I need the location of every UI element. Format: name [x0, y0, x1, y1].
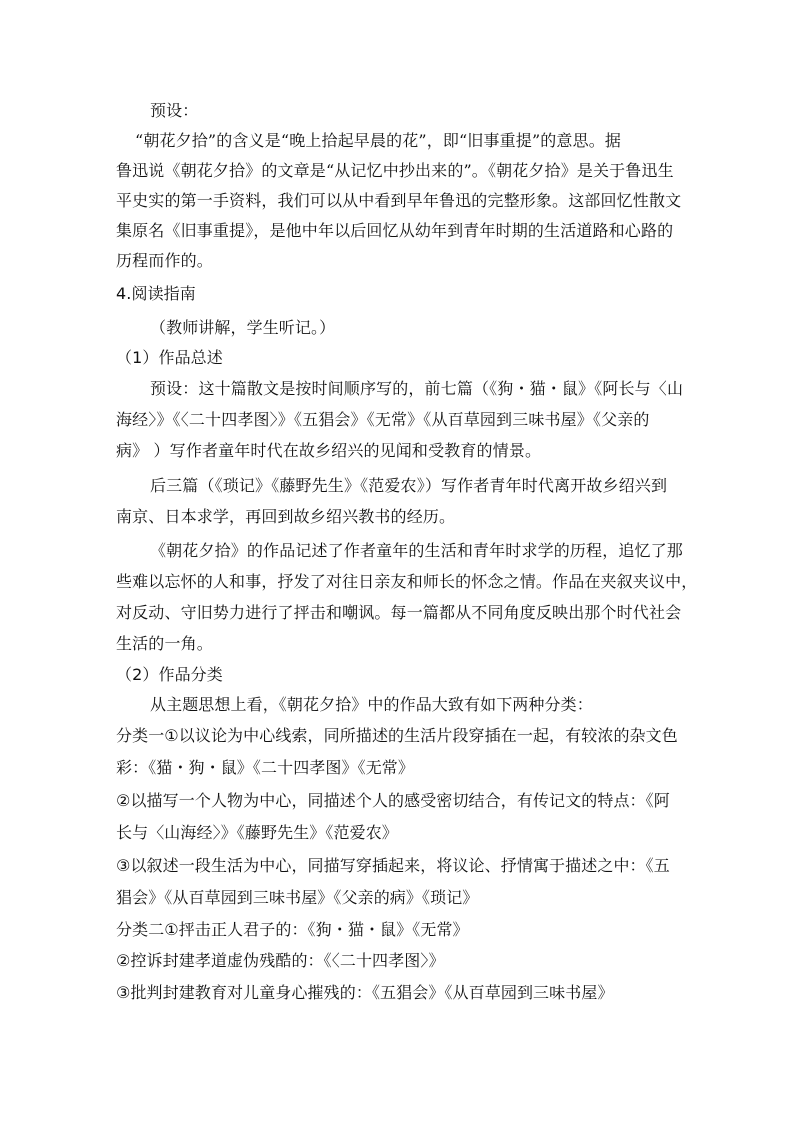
- preset-label: 预设：: [150, 101, 199, 120]
- subsection-heading: （1）作品总述: [116, 348, 223, 367]
- section-heading: 4.阅读指南: [116, 284, 196, 303]
- paragraph-line: 预设：这十篇散文是按时间顺序写的，前七篇（《狗・猫・鼠》《阿长与〈山: [150, 379, 684, 398]
- classification-line: 彩：《猫・狗・鼠》《二十四孝图》《无常》: [116, 758, 415, 777]
- paragraph-line: 生活的一角。: [116, 634, 213, 653]
- paragraph-line: 海经〉》《〈二十四孝图〉》《五猖会》《无常》《从百草园到三味书屋》《父亲的: [116, 410, 650, 429]
- classification-line: 分类一①以议论为中心线索，同所描述的生活片段穿插在一起，有较浓的杂文色: [116, 726, 678, 745]
- paragraph-line: “朝花夕拾”的含义是“晚上拾起早晨的花”，即“旧事重提”的意思。据: [135, 131, 622, 150]
- classification-line: ③以叙述一段生活为中心，同描写穿插起来，将议论、抒情寓于描述之中：《五: [116, 856, 670, 875]
- paragraph-line: 后三篇（《琐记》《藤野先生》《范爱农》）写作者青年时代离开故乡绍兴到: [150, 476, 668, 495]
- instruction-note: （教师讲解，学生听记。）: [150, 318, 336, 337]
- paragraph-line: 病》 ）写作者童年时代在故乡绍兴的见闻和受教育的情景。: [116, 441, 542, 460]
- paragraph-line: 些难以忘怀的人和事，抒发了对往日亲友和师长的怀念之情。作品在夹叙夹议中，: [116, 572, 698, 591]
- classification-line: ②控诉封建孝道虚伪残酷的：《〈二十四孝图〉》: [116, 951, 445, 970]
- paragraph-line: 对反动、守旧势力进行了抨击和嘲讽。每一篇都从不同角度反映出那个时代社会: [116, 603, 682, 622]
- paragraph-line: 平史实的第一手资料，我们可以从中看到早年鲁迅的完整形象。这部回忆性散文: [116, 191, 682, 210]
- paragraph-line: 从主题思想上看，《朝花夕拾》中的作品大致有如下两种分类：: [150, 695, 593, 714]
- paragraph-line: 集原名《旧事重提》，是他中年以后回忆从幼年到青年时期的生活道路和心路的: [116, 221, 674, 240]
- paragraph-line: 南京、日本求学，再回到故乡绍兴教书的经历。: [116, 507, 456, 526]
- paragraph-line: 鲁迅说《朝花夕拾》的文章是“从记忆中抄出来的”。《朝花夕拾》是关于鲁迅生: [116, 161, 674, 180]
- classification-line: 猖会》《从百草园到三味书屋》《父亲的病》《琐记》: [116, 888, 479, 907]
- classification-line: 分类二①抨击正人君子的：《狗・猫・鼠》《无常》: [116, 920, 469, 939]
- classification-line: 长与〈山海经〉》《藤野先生》《范爱农》: [116, 823, 398, 842]
- classification-line: ②以描写一个人物为中心，同描述个人的感受密切结合，有传记文的特点：《阿: [116, 791, 670, 810]
- paragraph-line: 《朝花夕拾》的作品记述了作者童年的生活和青年时求学的历程，追忆了那: [150, 541, 683, 560]
- paragraph-line: 历程而作的。: [116, 251, 213, 270]
- subsection-heading: （2）作品分类: [116, 665, 223, 684]
- classification-line: ③批判封建教育对儿童身心摧残的：《五猖会》《从百草园到三味书屋》: [116, 983, 614, 1002]
